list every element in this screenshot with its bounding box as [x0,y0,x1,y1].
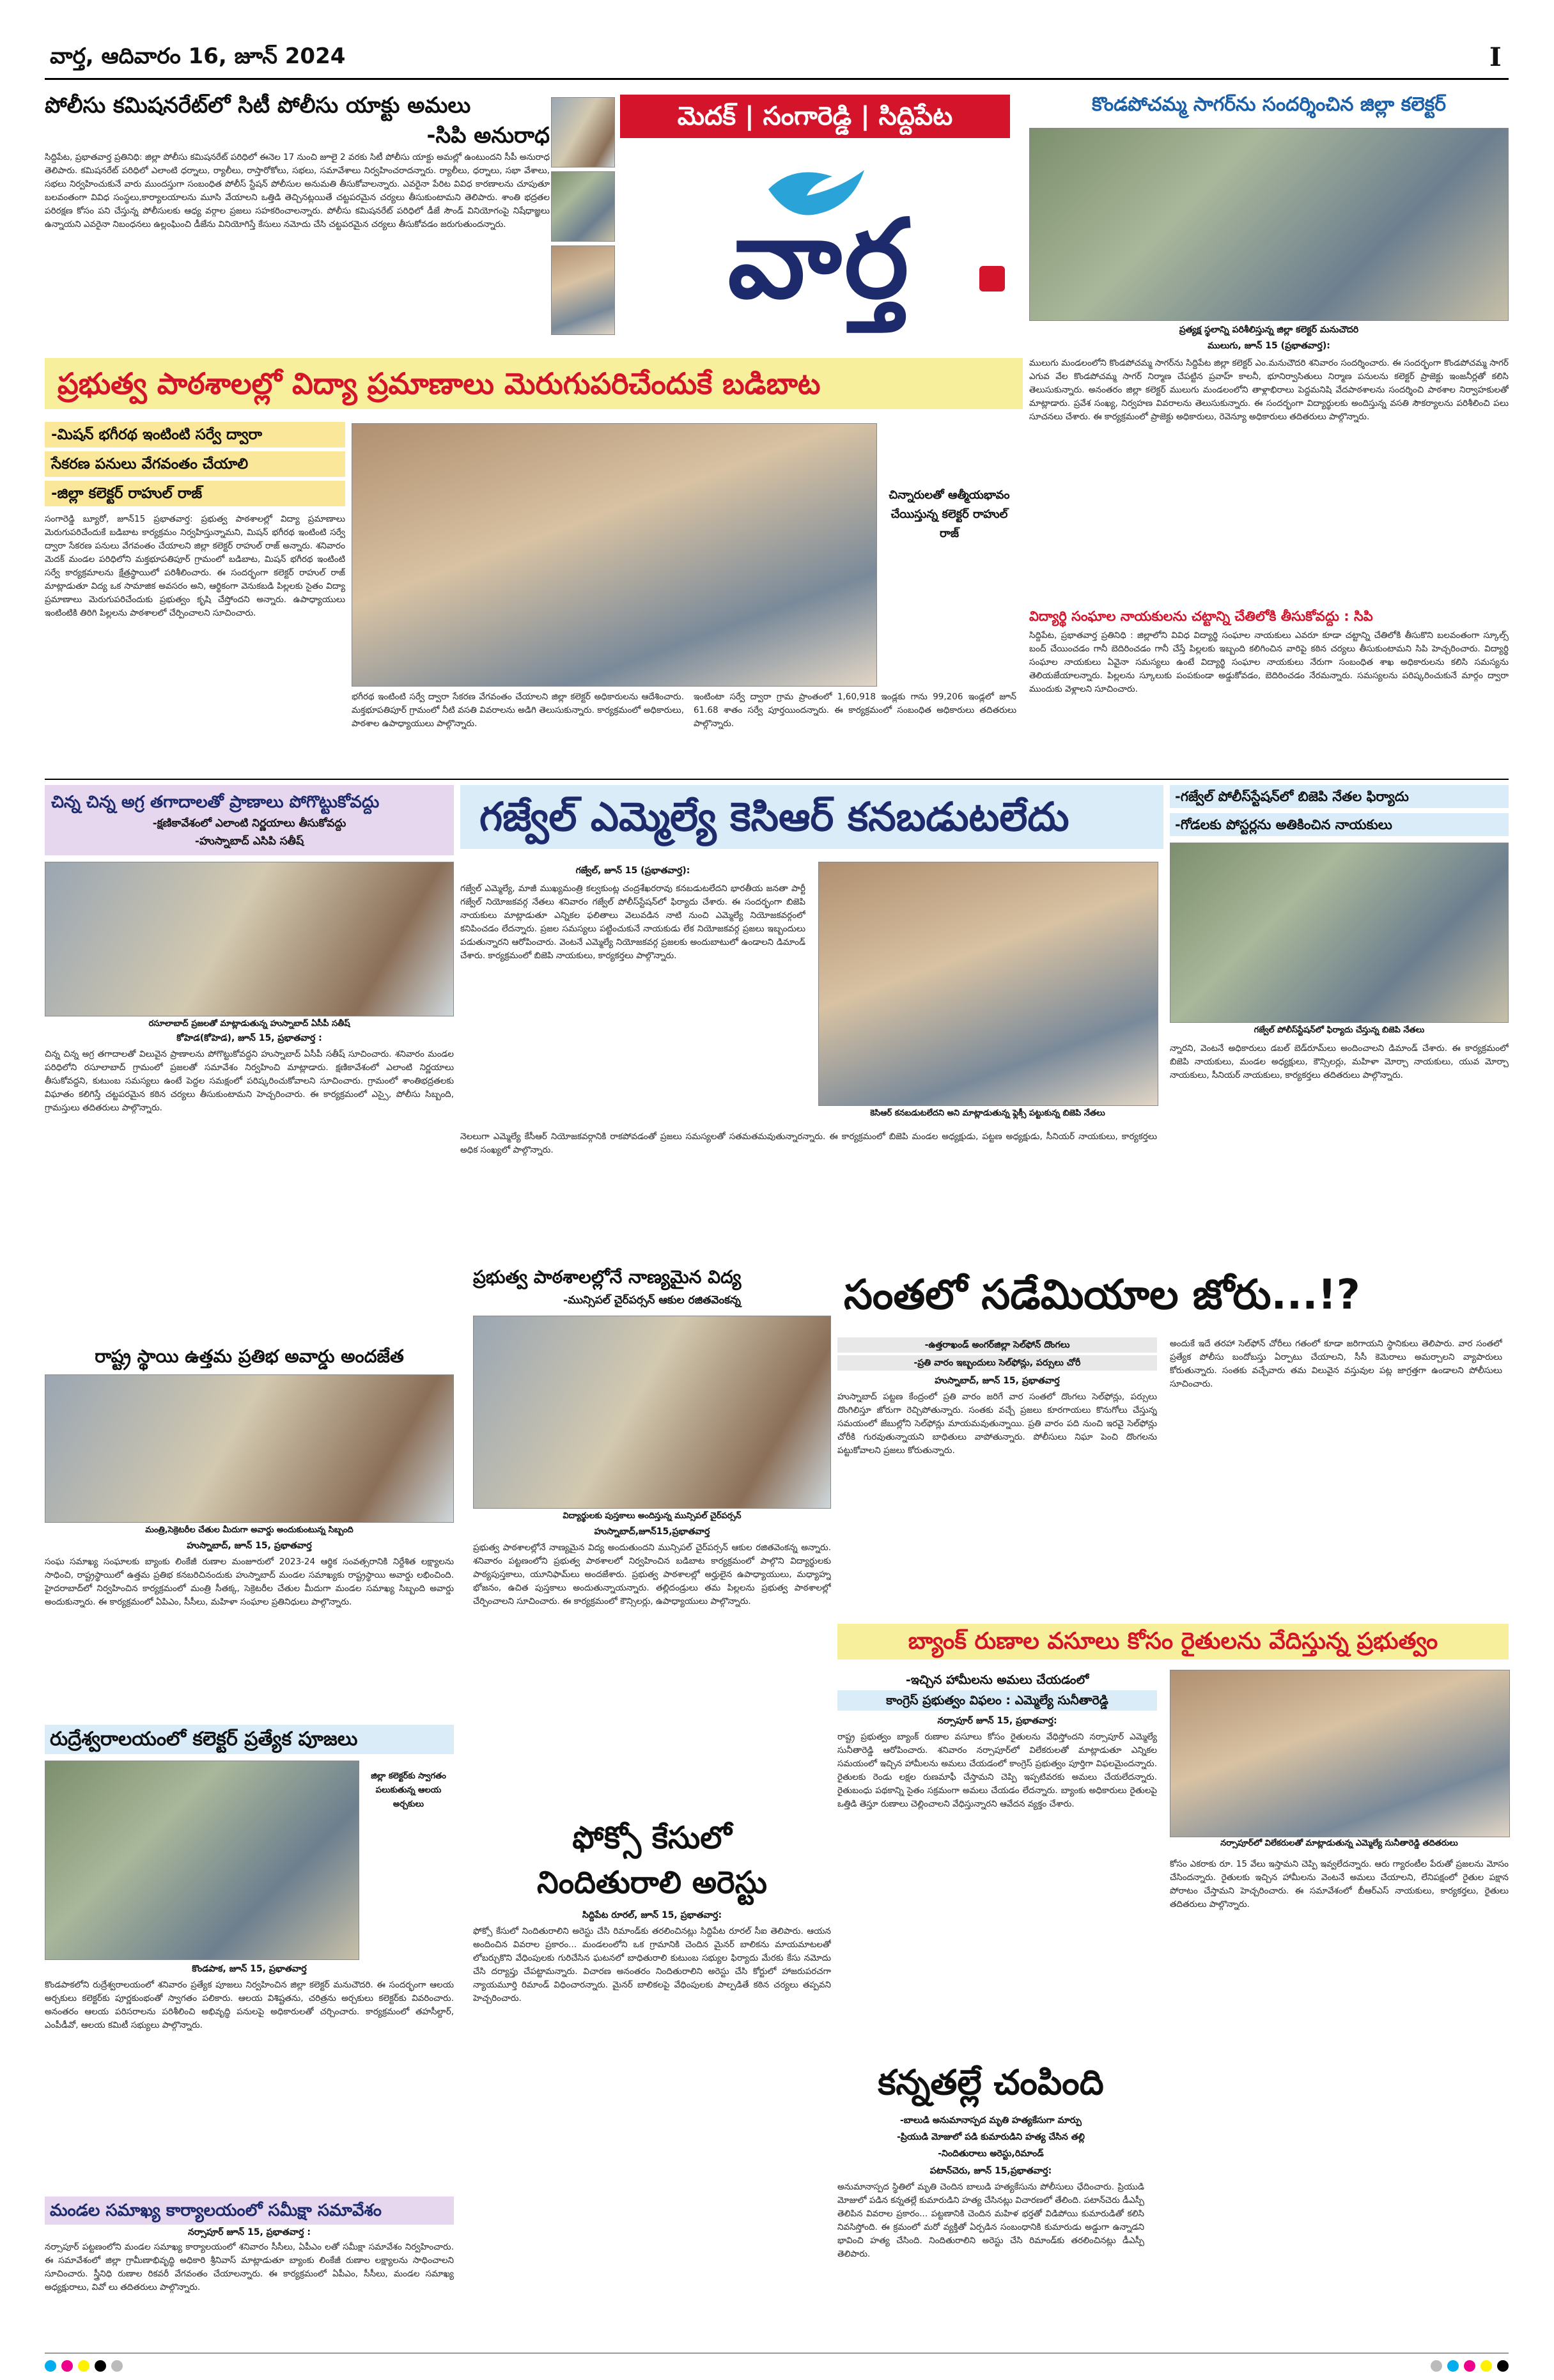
story-badibata-headline: ప్రభుత్వ పాఠశాలల్లో విద్యా ప్రమాణాలు మెరుగుపరిచేందుకే బడిబాట [45,358,1023,409]
brand-logo [621,144,1010,336]
story-kcr-body2: నెలలుగా ఎమ్మెల్యే కేసీఆర్ నియోజకవర్గానికి రాకపోవడంతో ప్రజలు సమస్యలతో సతమతమవుతున్నారన్నారు. ఈ కార్యక్రమంలో బిజెపి మండల అధ్యక్షుడు, పట్టణ అధ్యక్షుడు, సీనియర్ నాయకులు, కార్యకర్తలు అధిక సంఖ్యలో పాల్గొన్నారు. [460,1132,1157,1155]
story-mother-dateline: పటాన్‌చెరు, జూన్ 15,ప్రభాతవార్త: [929,2166,1052,2176]
story-badibata-sub3: -జిల్లా కలెక్టర్ రాహుల్ రాజ్ [45,481,345,506]
story-mandal [45,2197,454,2344]
registration-marks-right [1355,2360,1509,2373]
story-photo-case-headline1: ఫోక్సో కేసులో [572,1820,732,1856]
story-mother-body: అనుమానాస్పద స్థితిలో మృతి చెందిన బాలుడి హత్యకేసును పోలీసులు ఛేదించారు. ప్రియుడి మోజులో పడిన కన్నతల్లే కుమారుడిని హత్య చేసినట్లు విచారణలో తేలింది. పటాన్‌చెరు డీఎస్పీ తెలిపిన వివరాల ప్రకారం... పట్టణానికి చెందిన మహిళ భర్తతో విడిపోయి కుమారుడితో కలిసి నివసిస్తోంది. ఈ క్రమంలో మరో వ్యక్తితో ఏర్పడిన సంబంధానికి కుమారుడు అడ్డుగా ఉన్నాడని భావించి హత్య చేసింది. నిందితురాలిని అరెస్టు చేసి రిమాండ్‌కు తరలించినట్లు డీఎస్పీ తెలిపారు. [837,2182,1144,2259]
story-kondapochamma-caption: ప్రత్యక్ష స్థలాన్ని పరిశీలిస్తున్న జిల్లా కలెక్టర్ మనుచౌదరి [1179,325,1359,335]
page-number: I [1489,42,1502,72]
story-students-body: సిద్దిపేట, ప్రభాతవార్త ప్రతినిధి : జిల్లాలోని వివిధ విద్యార్థి సంఘాల నాయకులు ఎవరూ కూడా చట్టాన్ని చేతిలోకి తీసుకొని బలవంతంగా స్కూల్స్ బంద్ చేయించడం గానీ బెదిరించడం గానీ చేస్తే పిల్లలకు ఇబ్బంది కలిగించిన వారిపై కఠిన చర్యలు తీసుకుంటామని సిపి హెచ్చరించారు. విద్యార్థి సంఘాల నాయకులు ఏవైనా సమస్యలు ఉంటే విద్యార్థి సంఘాల నాయకులు నేరుగా సంబంధిత శాఖ అధికారులను కలిసి సమస్యను తెలియజేయాలన్నారు. పిల్లలను స్కూలుకు పంపకుండా అడ్డుకోవడం, బెదిరించడం నేరమన్నారు. సమస్యలను పరిష్కరించుకునే మార్గం ద్వారా ముందుకు వెళ్లాలని సూచించారు. [1029,630,1509,694]
story-temple [45,1725,454,2191]
story-police-subhead: -సిపి అనురాధ [426,123,550,148]
story-market-sub2: -ప్రతి వారం ఇబ్బందులు సెల్‌ఫోన్లు, పర్సులు చోరీ [837,1355,1157,1371]
story-police [45,91,550,339]
story-children-headline: చిన్న చిన్న అగ్ర తగాదాలతో ప్రాణాలు పోగొట్టుకోవద్దు [51,793,380,812]
story-kondapochamma [1029,91,1509,602]
story-market-body2: అందుకే ఇదే తరహా సెల్‌ఫోన్ చోరీలు గతంలో కూడా జరిగాయని స్థానికులు తెలిపారు. వార సంతలో ప్రత్యేక పోలీసు బందోబస్తు ఏర్పాటు చేయాలని, సీసీ కెమెరాలు అమర్చాలని వ్యాపారులు కోరుతున్నారు. సంతకు వచ్చేవారు తమ విలువైన వస్తువుల పట్ల జాగ్రత్తగా ఉండాలని పోలీసులు సూచించారు. [1170,1339,1502,1389]
story-kondapochamma-photo [1029,128,1509,321]
story-kcr-right [1170,785,1509,1258]
story-loans-dateline: నర్సాపూర్ జూన్ 15, ప్రభాతవార్త: [937,1716,1057,1726]
temple-thumbnail-2 [551,171,615,242]
story-children-caption: రసూలాబాద్ ప్రజలతో మాట్లాడుతున్న హుస్నాబాద్ ఏసీపీ సతీష్ [148,1019,350,1029]
story-mandal-headline: మండల సమాఖ్య కార్యాలయంలో సమీక్షా సమావేశం [45,2197,454,2225]
story-market [837,1263,1509,1621]
story-quality [473,1263,831,1813]
story-market-headline: సంతలో సడేమియాల జోరు...!? [844,1272,1360,1319]
story-badibata-sub1: -మిషన్ భగీరథ ఇంటింటి సర్వే ద్వారా [45,422,345,447]
brand-wordmark: వార్త [727,196,912,323]
story-badibata-photo [352,423,877,687]
registration-marks-left [45,2360,198,2373]
story-students [1029,606,1509,772]
story-children-photo [45,862,454,1016]
story-loans [837,1624,1509,2052]
story-children-subhead: -క్షణికావేశంలో ఎలాంటి నిర్ణయాలు తీసుకోవద్దు [152,817,346,830]
story-award-dateline: హుస్నాబాద్, జూన్ 15, ప్రభాతవార్త [187,1541,312,1551]
header-rule [45,78,1509,80]
story-quality-subhead: -మున్సిపల్ చైర్‌పర్సన్ ఆకుల రజితవెంకన్న [563,1294,741,1307]
story-kondapochamma-headline: కొండపోచమ్మ సాగర్‌ను సందర్శించిన జిల్లా కలెక్టర్ [1091,93,1447,116]
story-photo-case-headline2: నిందితురాలి అరెస్టు [537,1865,767,1901]
story-police-headline: పోలీసు కమిషనరేట్‌లో సిటీ పోలీసు యాక్టు అమలు [45,93,471,118]
story-kcr-caption: కెసిఆర్ కనబడుటలేదని అని మాట్లాడుతున్న ఫ్లెక్సీ పట్టుకున్న బిజెపి నేతలు [870,1108,1105,1118]
story-kcr-headline: గజ్వేల్ ఎమ్మెల్యే కెసిఆర్ కనబడుటలేదు [460,785,1163,849]
story-market-body: హుస్నాబాద్ పట్టణ కేంద్రంలో ప్రతి వారం జరిగే వార సంతలో దొంగలు సెల్‌ఫోన్లు, పర్సులు దొంగిలిస్తూ జోరుగా రెచ్చిపోతున్నారు. సంతకు వచ్చే ప్రజలు కూరగాయలు కొనుగోలు చేస్తున్న సమయంలో జేబుల్లోని సెల్‌ఫోన్లు మాయమవుతున్నాయి. ప్రతి వారం పది నుంచి ఇరవై సెల్‌ఫోన్లు చోరీకి గురవుతున్నాయని బాధితులు వాపోతున్నారు. పోలీసులు నిఘా పెంచి దొంగలను పట్టుకోవాలని ప్రజలు కోరుతున్నారు. [837,1392,1157,1456]
story-mother-headline: కన్నతల్లే చంపింది [878,2062,1104,2103]
section-rule-1 [45,779,1509,780]
story-award-photo [45,1374,454,1523]
story-loans-sub2: కాంగ్రెస్ ప్రభుత్వం విఫలం : ఎమ్మెల్యే సునీతారెడ్డి [837,1690,1157,1711]
story-kcr-right-body: న్నారని, వెంటనే అధికారులు డబల్ బెడ్‌రూమ్‌లు అందించాలని డిమాండ్ చేశారు. ఈ కార్యక్రమంలో బిజెపి నాయకులు, మండల అధ్యక్షులు, కౌన్సిలర్లు, మహిళా మోర్చా నాయకులు, యువ మోర్చా నాయకులు, సీనియర్ నాయకులు, కార్యకర్తలు తదితరులు పాల్గొన్నారు. [1170,1043,1509,1080]
story-mandal-dateline: నర్సాపూర్ జూన్ 15, ప్రభాతవార్త : [188,2227,311,2237]
story-kondapochamma-body: ములుగు మండలంలోని కొండపోచమ్మ సాగర్‌ను సిద్దిపేట జిల్లా కలెక్టర్ ఎం.మనుచౌదరి శనివారం సందర్శించారు. ఈ సందర్భంగా కొండపోచమ్మ సాగర్ ఎగువ వేల కొండపోచమ్మ సాగర్ నిర్మాణ చేపట్టిన ప్రవాహ్ కాలనీ, భూనిర్వాసితులు నిర్మాణ పనులను కలెక్టర్ ప్రాజెక్టు ఇంజనీర్లతో కలిసి తెలుసుకున్నారు. అనంతరం జిల్లా కలెక్టర్ ములుగు మండలంలోని తాళ్లాభిరాలు పెద్దమనిషి వేదపాఠశాలను సందర్శించి పాఠశాల నిర్వాహకులతో మాట్లాడారు. ప్రవేశ సంఖ్య, నిర్వహణ వివరాలను తెలుసుకున్నారు. ఈ సందర్భంగా విద్యార్థులకు అందిస్తున్న వసతి సౌకర్యాలను పరిశీలించి పలు సూచనలు చేశారు. ఈ కార్యక్రమంలో ప్రాజెక్టు అధికారులు, రెవెన్యూ అధికారులు తదితరులు పాల్గొన్నారు. [1029,358,1509,422]
story-mandal-body: నర్సాపూర్ పట్టణంలోని మండల సమాఖ్య కార్యాలయంలో శనివారం సీసీలు, ఏపీఎం లతో సమీక్షా సమావేశం నిర్వహించారు. ఈ సమావేశంలో జిల్లా గ్రామీణాభివృద్ధి అధికారి శ్రీనివాస్ మాట్లాడుతూ బ్యాంకు లింకేజీ రుణాల లక్ష్యాలను సాధించాలని సూచించారు. స్త్రీనిధి రుణాల రికవరీ వేగవంతం చేయాలన్నారు. ఈ కార్యక్రమంలో ఏపీఎం, సీసీలు, మండల సమాఖ్య అధ్యక్షురాలు, వివో లు తదితరులు పాల్గొన్నారు. [45,2242,454,2292]
story-badibata-body3: ఇంటింటా సర్వే ద్వారా గ్రామ ప్రాంతంలో 1,60,918 ఇండ్లకు గాను 99,206 ఇండ్లలో జూన్ 61.68 శాతం సర్వే పూర్తయిందన్నారు. ఈ కార్యక్రమంలో సంబంధిత అధికారులు తదితరులు పాల్గొన్నారు. [694,692,1016,729]
story-children-dateline: కోహెడ(కోహెడ), జూన్ 15, ప్రభాతవార్త : [176,1033,322,1043]
story-kcr-right-sub2: -గోడలకు పోస్టర్లను అతికించిన నాయకులు [1170,813,1509,836]
date-line: వార్త, ఆదివారం 16, జూన్ 2024 [50,43,346,69]
story-police-body: సిద్దిపేట, ప్రభాతవార్త ప్రతినిధి: జిల్లా పోలీసు కమిషనరేట్ పరిధిలో ఈనెల 17 నుంచి జూలై 2 వరకు సిటీ పోలీసు యాక్టు అమల్లో ఉంటుందని సీపీ అనురాధ తెలిపారు. కమిషనరేట్ పరిధిలో ఎలాంటి ధర్నాలు, ర్యాలీలు, రాస్తారోకోలు, సభలు, సమావేశాలు నిర్వహించరాదన్నారు. ర్యాలీలు, ధర్నాలు, సభా వేశాలు, సభలు నిర్వహించుకునే వారు ముందస్తుగా సంబంధిత పోలీస్ స్టేషన్ పోలీసుల అనుమతి తీసుకోవాలన్నారు. ఎవరైనా పేరిట వివిధ కారణాలను చూపుతూ బలవంతంగా వివిధ సంస్థలు,కార్యాలయాలను మూసి వేయాలని ఒత్తిడి తెచ్చినట్లయితే చట్టపరమైన చర్యలు తీసుకుంటామని తెలిపారు. శాంతి భద్రతల పరిరక్షణ కోసం పని చేస్తున్న పోలీసులకు ఆధ్య వర్గాల ప్రజలు సహకరించాలన్నారు. పోలీసు కమిషనరేట్ పరిధిలో డీజే సౌండ్ వినియోగంపై నిషేధాజ్ఞలు ఉన్నాయని ఎవరైనా నిబంధనలు ఉల్లంఘించి డీజేను వినియోగిస్తే కేసులు నమోదు చేసి చట్టపరమైన చర్యలు తీసుకోవడం జరుగుతుందన్నారు. [45,152,550,229]
edition-banner [620,95,1010,138]
edition-text: మెదక్ | సంగారెడ్డి | సిద్దిపేట [677,102,953,131]
story-temple-dateline: కొండపాక, జూన్ 15, ప్రభాతవార్త [192,1964,307,1974]
story-photo-case-body: ఫోక్సో కేసులో నిందితురాలిని అరెస్టు చేసి రిమాండ్‌కు తరలించినట్లు సిద్దిపేట రూరల్ సీఐ తెలిపారు. ఆయన అందించిన వివరాల ప్రకారం... మండలంలోని ఒక గ్రామానికి చెందిన మైనర్ బాలికను మాయమాటలతో లోబర్చుకొని వేధింపులకు గురిచేసిన ఘటనలో బాధితురాలి కుటుంబ సభ్యుల ఫిర్యాదు మేరకు కేసు నమోదు చేసి దర్యాప్తు చేపట్టామన్నారు. విచారణ అనంతరం నిందితురాలిని అరెస్టు చేసి కోర్టులో హాజరుపరచగా న్యాయమూర్తి రిమాండ్ విధించారన్నారు. మైనర్ బాలికలపై వేధింపులకు పాల్పడితే కఠిన చర్యలు తప్పవని హెచ్చరించారు. [473,1926,831,2003]
story-mother-sub3: -నిందితురాలు అరెస్టు,రిమాండ్ [938,2149,1044,2159]
temple-thumbnail-3 [551,245,615,335]
story-temple-headline: రుద్రేశ్వరాలయంలో కలెక్టర్ ప్రత్యేక పూజలు [45,1725,454,1754]
story-badibata-body1: సంగారెడ్డి బ్యూరో, జూన్15 ప్రభాతవార్త: ప్రభుత్వ పాఠశాలల్లో విద్యా ప్రమాణాలు మెరుగుపరిచేందుకే బడిబాట కార్యక్రమం నిర్వహిస్తున్నామని, మిషన్ భగీరథ ఇంటింటి సర్వే ద్వారా సేకరణ పనులు వేగవంతం చేయాలని జిల్లా కలెక్టర్ రాహుల్ రాజ్ అన్నారు. శనివారం మెదక్ మండల పరిధిలోని మక్తభూపతిపూర్ గ్రామంలో బడిబాట, మిషన్ భగీరథ ఇంటింటి సర్వే కార్యక్రమాలను క్షేత్రస్థాయిలో పరిశీలించారు. ఈ సందర్భంగా కలెక్టర్ రాహుల్ రాజ్ మాట్లాడుతూ విద్య ఒక సామాజిక అవసరం అని, ఆర్థికంగా వెనుకబడి పిల్లలకు సైతం విద్యా ప్రమాణాలు మెరుగుపరిచేందుకు ప్రభుత్వం కృషి చేస్తోందని అన్నారు. ఉపాధ్యాయులు ఇంటింటికి తిరిగి పిల్లలను పాఠశాలలో చేర్పించాలని సూచించారు. [45,514,345,618]
story-quality-body: ప్రభుత్వ పాఠశాలల్లోనే నాణ్యమైన విద్య అందుతుందని మున్సిపల్ చైర్‌పర్సన్ ఆకుల రజితవెంకన్న అన్నారు. శనివారం పట్టణంలోని ప్రభుత్వ పాఠశాలలో నిర్వహించిన బడిబాట కార్యక్రమంలో పాల్గొని విద్యార్థులకు పాఠ్యపుస్తకాలు, యూనిఫామ్‌లు అందజేశారు. ప్రభుత్వ పాఠశాలల్లో అర్హులైన ఉపాధ్యాయులు, మధ్యాహ్న భోజనం, ఉచిత పుస్తకాలు అందుతున్నాయన్నారు. తల్లిదండ్రులు తమ పిల్లలను ప్రభుత్వ పాఠశాలల్లో చేర్పించాలని సూచించారు. ఈ కార్యక్రమంలో కౌన్సిలర్లు, ఉపాధ్యాయులు పాల్గొన్నారు. [473,1543,831,1606]
story-market-sub1: -ఉత్తరాఖండ్ అంగర్‌జిల్లా సెల్‌ఫోన్ దొంగలు [837,1337,1157,1353]
story-award-body: సంఘ సమాఖ్య సంఘాలకు బ్యాంకు లింకేజీ రుణాల మంజూరులో 2023-24 ఆర్థిక సంవత్సరానికి నిర్దేశిత లక్ష్యాలను సాధించి, రాష్ట్రస్థాయిలో ఉత్తమ ప్రతిభ కనబరిచినందుకు హుస్నాబాద్ మండల సమాఖ్యకు రాష్ట్రస్థాయి అవార్డు లభించింది. హైదరాబాద్‌లో నిర్వహించిన కార్యక్రమంలో మంత్రి సీతక్క, సెక్రెటరీల చేతుల మీదుగా మండల సమాఖ్య సిబ్బంది అవార్డు అందుకున్నారు. ఈ కార్యక్రమంలో ఏపిఎం, సీసీలు, మహిళా సంఘాల ప్రతినిధులు పాల్గొన్నారు. [45,1557,454,1607]
story-award [45,1342,454,1720]
story-quality-caption: విద్యార్థులకు పుస్తకాలు అందిస్తున్న మున్సిపల్ చైర్‌పర్సన్ [563,1511,742,1521]
story-mother [837,2058,1509,2340]
story-kcr-right-photo [1170,843,1509,1023]
story-temple-body: కొండపాకలోని రుద్రేశ్వరాలయంలో శనివారం ప్రత్యేక పూజలు నిర్వహించిన జిల్లా కలెక్టర్ మనుచౌదరి. ఈ సందర్భంగా ఆలయ అర్చకులు కలెక్టర్‌కు పూర్ణకుంభంతో స్వాగతం పలికారు. ఆలయ విశిష్టతను, చరిత్రను అర్చకులు కలెక్టర్‌కు వివరించారు. అనంతరం ఆలయ పరిసరాలను పరిశీలించి అభివృద్ధి పనులపై అధికారులతో చర్చించారు. కార్యక్రమంలో తహసీల్దార్, ఎంపీడీవో, ఆలయ కమిటీ సభ్యులు పాల్గొన్నారు. [45,1980,454,2030]
temple-thumbnail-1 [551,97,615,167]
story-children-body: చిన్న చిన్న అగ్ర తగాదాలతో విలువైన ప్రాణాలను పోగొట్టుకోవద్దని హుస్నాబాద్ ఏసీపీ సతీష్ సూచించారు. శనివారం మండల పరిధిలోని రసూలాబాద్ గ్రామంలో ప్రజలతో సమావేశం నిర్వహించి మాట్లాడారు. క్షణికావేశంలో ఎలాంటి నిర్ణయాలు తీసుకోవద్దని, కుటుంబ సమస్యలు ఉంటే పెద్దల సమక్షంలో పరిష్కరించుకోవాలని సూచించారు. గ్రామంలో శాంతిభద్రతలకు విఘాతం కలిగిస్తే చట్టపరమైన కఠిన చర్యలు తీసుకుంటామని హెచ్చరించారు. ఈ కార్యక్రమంలో ఎస్సై, పోలీసు సిబ్బంది, గ్రామస్తులు తదితరులు పాల్గొన్నారు. [45,1049,454,1113]
story-loans-photo [1170,1670,1510,1837]
story-market-dateline: హుస్నాబాద్, జూన్ 15, ప్రభాతవార్త [935,1376,1060,1386]
story-temple-photo [45,1761,359,1960]
story-photo-case [473,1816,831,2340]
story-badibata [45,358,1023,774]
story-mother-sub1: -బాలుడి అనుమానాస్పద మృతి హత్యకేసుగా మార్పు [900,2115,1082,2126]
story-award-caption: మంత్రి,సెక్రెటరీల చేతుల మీదుగా అవార్డు అందుకుంటున్న సిబ్బంది [145,1525,354,1535]
story-photo-case-dateline: సిద్దిపేట రూరల్, జూన్ 15, ప్రభాతవార్త: [582,1910,722,1920]
story-kcr-body: గజ్వేల్ ఎమ్మెల్యే, మాజీ ముఖ్యమంత్రి కల్వకుంట్ల చంద్రశేఖరరావు కనబడుటలేదని భారతీయ జనతా పార్టీ గజ్వేల్ నియోజకవర్గ నేతలు శనివారం గజ్వేల్ పోలీస్‌స్టేషన్‌లో ఫిర్యాదు చేశారు. ఈ సందర్భంగా బిజెపి నాయకులు మాట్లాడుతూ ఎన్నికల ఫలితాలు వెలువడిన నాటి నుంచి ఎమ్మెల్యే నియోజకవర్గంలో కనిపించడం లేదన్నారు. ప్రజల సమస్యలు పట్టించుకునే నాయకుడు లేక నియోజకవర్గ ప్రజలు ఇబ్బందులు పడుతున్నారని ఆరోపించారు. వెంటనే ఎమ్మెల్యే నియోజకవర్గ ప్రజలకు అందుబాటులో ఉండాలని డిమాండ్ చేశారు. కార్యక్రమంలో బిజెపి నాయకులు, కార్యకర్తలు పాల్గొన్నారు. [460,883,805,961]
story-kcr-photo [818,862,1158,1106]
story-quality-headline: ప్రభుత్వ పాఠశాలల్లోనే నాణ్యమైన విద్య [473,1266,742,1287]
story-badibata-sub2: సేకరణ పనులు వేగవంతం చేయాలి [45,451,345,477]
story-quality-photo [473,1316,831,1509]
story-kcr-dateline: గజ్వేల్, జూన్ 15 (ప్రభాతవార్త): [575,866,690,876]
story-loans-body2: కోసం ఎకరాకు రూ. 15 వేలు ఇస్తామని చెప్పి ఇవ్వలేదన్నారు. ఆరు గ్యారంటీల పేరుతో ప్రజలను మోసం చేసిందన్నారు. రైతులకు ఇచ్చిన హామీలను వెంటనే అమలు చేయాలని, లేనిపక్షంలో రైతుల పక్షాన పోరాటం చేస్తామని హెచ్చరించారు. ఈ సమావేశంలో బీఆర్ఎస్ నాయకులు, కార్యకర్తలు, రైతులు తదితరులు పాల్గొన్నారు. [1170,1859,1509,1909]
story-award-headline: రాష్ట్ర స్థాయి ఉత్తమ ప్రతిభ అవార్డు అందజేత [95,1346,404,1367]
story-kondapochamma-dateline: ములుగు, జూన్ 15 (ప్రభాతవార్త): [1208,341,1330,351]
story-loans-body: రాష్ట్ర ప్రభుత్వం బ్యాంక్ రుణాల వసూలు కోసం రైతులను వేధిస్తోందని నర్సాపూర్ ఎమ్మెల్యే సునీతారెడ్డి ఆరోపించారు. శనివారం నర్సాపూర్‌లో విలేకరులతో మాట్లాడుతూ ఎన్నికల సమయంలో ఇచ్చిన హామీలను అమలు చేయడంలో కాంగ్రెస్ ప్రభుత్వం పూర్తిగా విఫలమైందన్నారు. రైతులకు రెండు లక్షల రుణమాఫీ చేస్తామని చెప్పి ఇప్పటివరకు అమలు చేయలేదన్నారు. రైతుబంధు పథకాన్ని సైతం సక్రమంగా అమలు చేయడం లేదన్నారు. బ్యాంకు అధికారులు రైతులపై ఒత్తిడి తెస్తూ రుణాలు చెల్లించాలని వేధిస్తున్నారని ఆవేదన వ్యక్తం చేశారు. [837,1732,1157,1809]
story-badibata-caption: చిన్నారులతో ఆత్మీయభావం చేయిస్తున్న కలెక్టర్ రాహుల్ రాజ్ [889,488,1010,540]
story-badibata-body2: భగీరథ ఇంటింటి సర్వే ద్వారా సేకరణ వేగవంతం చేయాలని జిల్లా కలెక్టర్ అధికారులను ఆదేశించారు. మక్తభూపతిపూర్ గ్రామంలో నీటి వసతి వివరాలను అడిగి తెలుసుకున్నారు. కార్యక్రమంలో అధికారులు, పాఠశాల ఉపాధ్యాయులు పాల్గొన్నారు. [352,692,684,729]
story-kcr [460,785,1163,1258]
story-children [45,785,454,1335]
footer-rule [45,2353,1509,2354]
story-loans-sub1: -ఇచ్చిన హామీలను అమలు చేయడంలో [905,1673,1089,1687]
story-loans-caption: నర్సాపూర్‌లో విలేకరులతో మాట్లాడుతున్న ఎమ్మెల్యే సునీతారెడ్డి తదితరులు [1220,1839,1458,1848]
story-kcr-right-caption: గజ్వేల్ పోలీస్‌స్టేషన్‌లో ఫిర్యాదు చేస్తున్న బిజెపి నేతలు [1254,1025,1425,1035]
story-temple-caption: జిల్లా కలెక్టర్‌కు స్వాగతం పలుకుతున్న ఆలయ అర్చకులు [371,1771,446,1809]
story-kcr-right-sub1: -గజ్వేల్ పోలీస్‌స్టేషన్‌లో బిజెపి నేతల ఫిర్యాదు [1170,785,1509,808]
story-children-subhead2: -హుస్నాబాద్ ఎసిపి సతీష్ [194,835,304,848]
story-students-headline: విద్యార్థి సంఘాల నాయకులను చట్టాన్ని చేతిలోకి తీసుకోవద్దు : సిపి [1029,609,1373,624]
story-mother-sub2: -ప్రియుడి మోజులో పడి కుమారుడిని హత్య చేసిన తల్లి [897,2132,1085,2142]
story-quality-dateline: హుస్నాబాద్,జూన్15,ప్రభాతవార్త [594,1527,710,1537]
story-loans-headline: బ్యాంక్ రుణాల వసూలు కోసం రైతులను వేదిస్తున్న ప్రభుత్వం [837,1624,1509,1660]
